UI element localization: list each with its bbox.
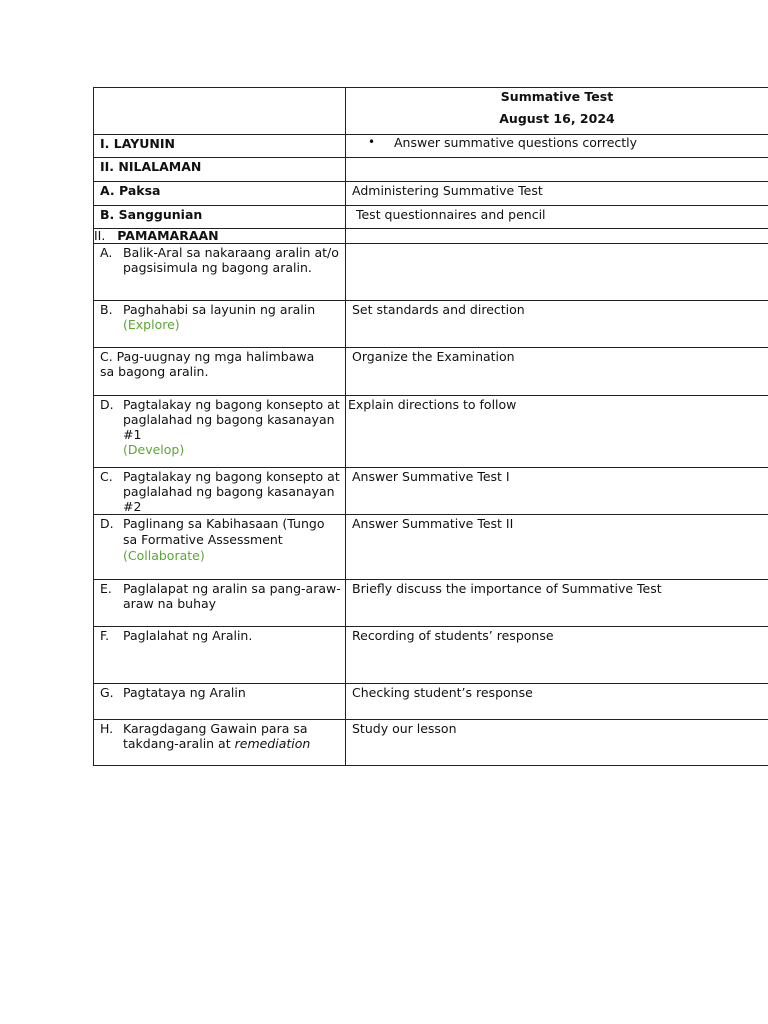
step-value: Briefly discuss the importance of Summative Test <box>346 580 768 627</box>
step-label-cell <box>94 720 346 766</box>
step-row-e <box>94 580 768 627</box>
pamamaraan-row <box>94 229 768 244</box>
step-letter: D. <box>100 516 114 531</box>
layunin-value-cell <box>346 135 768 158</box>
step-text: Karagdagang Gawain para sa takdang-aralin at <box>123 721 308 751</box>
sanggunian-label: B. Sanggunian <box>94 206 346 229</box>
step-letter: F. <box>100 628 110 643</box>
step-text: Pagtataya ng Aralin <box>123 685 246 700</box>
step-value: Study our lesson <box>346 720 768 766</box>
sanggunian-row <box>94 206 768 229</box>
paksa-row <box>94 182 768 206</box>
step-letter: A. <box>100 245 113 260</box>
header-empty-cell <box>94 88 346 135</box>
paksa-label: A. Paksa <box>94 182 346 206</box>
step-row-h <box>94 720 768 766</box>
step-letter: H. <box>100 721 114 736</box>
step-tag-explore: (Explore) <box>123 317 180 332</box>
step-label-cell <box>94 396 346 468</box>
step-label-cell <box>94 627 346 684</box>
step-text: Paglinang sa Kabihasaan (Tungo sa Formative Assessment <box>123 516 325 547</box>
step-row-d2 <box>94 515 768 580</box>
step-value: Set standards and direction <box>346 301 768 348</box>
step-row-c2 <box>94 468 768 515</box>
step-label-cell <box>94 580 346 627</box>
step-letter: E. <box>100 581 112 596</box>
step-letter: D. <box>100 397 114 412</box>
step-letter: G. <box>100 685 114 700</box>
step-row-f <box>94 627 768 684</box>
step-tag-collaborate: (Collaborate) <box>123 548 205 563</box>
step-label-cell <box>94 515 346 580</box>
step-row-g <box>94 684 768 720</box>
pamamaraan-numeral: II. <box>94 228 106 243</box>
step-text: Pagtalakay ng bagong konsepto at paglalahad ng bagong kasanayan #1 <box>123 397 340 442</box>
step-text: Paglalahat ng Aralin. <box>123 628 253 643</box>
step-label-cell <box>94 301 346 348</box>
step-tag-remediation: remediation <box>234 736 311 751</box>
nilalaman-label: II. NILALAMAN <box>94 158 346 182</box>
paksa-value: Administering Summative Test <box>346 182 768 206</box>
nilalaman-row <box>94 158 768 182</box>
step-text: C. Pag-uugnay ng mga halimbawa sa bagong aralin. <box>100 349 315 379</box>
layunin-label: I. LAYUNIN <box>94 135 346 158</box>
layunin-row <box>94 135 768 158</box>
step-text: Balik-Aral sa nakaraang aralin at/o pagsisimula ng bagong aralin. <box>123 245 339 275</box>
step-tag-develop: (Develop) <box>123 442 185 457</box>
step-value: Explain directions to follow <box>346 396 768 468</box>
step-text: Paglalapat ng aralin sa pang-araw-araw na buhay <box>123 581 341 611</box>
step-value: Answer Summative Test I <box>346 468 768 515</box>
step-label-cell <box>94 468 346 515</box>
step-label-cell <box>94 348 346 396</box>
step-letter: B. <box>100 302 113 317</box>
pamamaraan-label-cell <box>94 229 346 244</box>
step-value: Answer Summative Test II <box>346 515 768 580</box>
step-value <box>346 244 768 301</box>
step-row-c <box>94 348 768 396</box>
bullet-icon: • <box>368 135 376 149</box>
step-row-a <box>94 244 768 301</box>
step-value: Recording of students’ response <box>346 627 768 684</box>
pamamaraan-value-cell <box>346 229 768 244</box>
header-row <box>94 88 768 135</box>
sanggunian-value: Test questionnaires and pencil <box>346 206 768 229</box>
step-value: Checking student’s response <box>346 684 768 720</box>
step-row-d <box>94 396 768 468</box>
step-row-b <box>94 301 768 348</box>
step-text: Pagtalakay ng bagong konsepto at paglalahad ng bagong kasanayan #2 <box>123 469 340 514</box>
lesson-plan-table <box>93 87 768 766</box>
pamamaraan-label: PAMAMARAAN <box>117 228 219 243</box>
step-value: Organize the Examination <box>346 348 768 396</box>
step-label-cell <box>94 244 346 301</box>
step-letter: C. <box>100 469 113 484</box>
test-date: August 16, 2024 <box>499 111 615 126</box>
layunin-value: Answer summative questions correctly <box>394 135 638 150</box>
header-title-cell <box>346 88 768 135</box>
step-label-cell <box>94 684 346 720</box>
test-title: Summative Test <box>500 89 614 104</box>
step-text: Paghahabi sa layunin ng aralin <box>123 302 316 317</box>
nilalaman-value-cell <box>346 158 768 182</box>
